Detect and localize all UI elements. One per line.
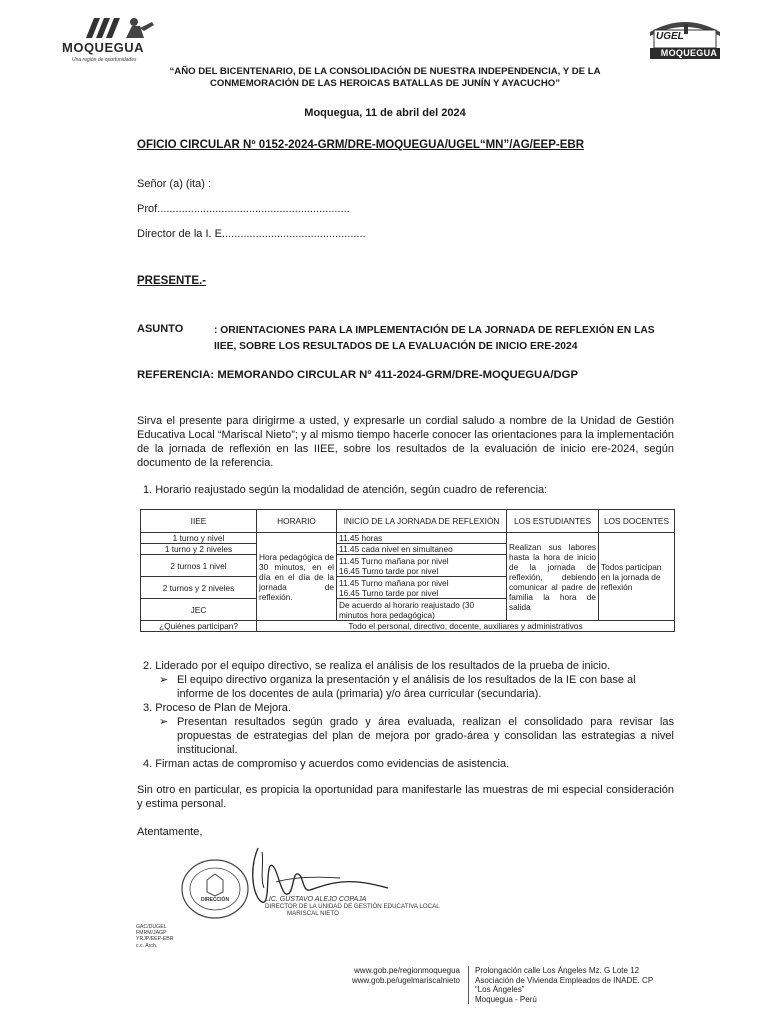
- item-4: 4. Firman actas de compromiso y acuerdos como evidencias de asistencia.: [143, 758, 510, 770]
- reference-initials: [136, 924, 173, 949]
- inicio-cell: 11.45 horas: [337, 533, 507, 544]
- signer-name: LIC. GUSTAVO ALEJO COPAJA: [265, 896, 367, 903]
- footer-addr-3: “Los Ángeles”: [475, 985, 525, 994]
- docentes-cell: Todos participan en la jornada de reflexión: [599, 533, 675, 621]
- iiee-cell: 1 turno y 2 niveles: [141, 544, 257, 555]
- header-horario: HORARIO: [257, 510, 337, 533]
- inicio-line: 16.45 Turno tarde por nivel: [339, 587, 439, 598]
- item-3-bullet-text: Presentan resultados según grado y área evaluada, realizan el consolidado para revisar las propuestas de estrategias del plan de mejora por grado-área y consolidan las estrategias a nivel institucional.: [177, 716, 674, 756]
- estudiantes-cell: Realizan sus labores hasta la hora de inicio de la jornada de reflexión, debiendo comunicar al padre de familia la hora de salida: [507, 533, 599, 621]
- item-2-bullet: [137, 673, 674, 701]
- iiee-cell: 2 turnos 1 nivel: [141, 555, 257, 577]
- item-2: 2. Liderado por el equipo directivo, se realiza el análisis de los resultados de la prueba de inicio.: [143, 660, 611, 672]
- iiee-cell: 1 turno y nivel: [141, 533, 257, 544]
- year-header: [130, 66, 640, 90]
- seal-label: DIRECCIÓN: [201, 897, 230, 903]
- item-3: 3. Proceso de Plan de Mejora.: [143, 702, 291, 714]
- year-line-2: CONMEMORACIÓN DE LAS HEROICAS BATALLAS DE JUNÍN Y AYACUCHO”: [209, 78, 561, 89]
- table-row: [141, 533, 675, 544]
- footer-addr-2: Asociación de Vivienda Empleados de INADE. CP: [475, 975, 654, 985]
- closing-paragraph: Sin otro en particular, es propicia la oportunidad para manifestarle las muestras de mi especial consideración y estima personal.: [137, 784, 674, 810]
- address-line-1: Señor (a) (ita) :: [137, 178, 211, 190]
- initials-line: FMRM/JAGP: [136, 930, 167, 937]
- inicio-line: 16.45 Turno tarde por nivel: [339, 565, 439, 576]
- asunto-label: ASUNTO: [137, 323, 184, 335]
- header-docentes: LOS DOCENTES: [599, 510, 675, 533]
- inicio-cell: [337, 577, 507, 599]
- oficio-number: OFICIO CIRCULAR Nº 0152-2024-GRM/DRE-MOQUEGUA/UGEL“MN”/AG/EEP-EBR: [137, 139, 584, 151]
- initials-line: c.c. Arch.: [136, 942, 158, 949]
- signer-block: [265, 897, 440, 917]
- intro-paragraph: Sirva el presente para dirigirme a usted, y expresarle un cordial saludo a nombre de la Unidad de Gestión Educativa Local “Mariscal Nieto”; y al mismo tiempo hacerle conocer las orientaciones para la implementación de la jornada de reflexión en las IIEE, sobre los resultados de la evaluación de inicio ere-2024, según documento de la referencia.: [137, 415, 674, 469]
- inicio-cell: 11.45 cada nivel en simultaneo: [337, 544, 507, 555]
- gobierno-regional-logo-icon: [82, 14, 162, 40]
- horario-cell: Hora pedagógica de 30 minutos, en el día en el día de la jornada de reflexión.: [257, 533, 337, 621]
- item-3-bullet: [137, 715, 674, 757]
- inicio-cell: De acuerdo al horario reajustado (30 minutos hora pedagógica): [337, 599, 507, 621]
- items-list: [137, 659, 674, 771]
- address-line-3: Director de la I. E...............................................: [137, 228, 366, 240]
- bullet-arrow-icon: ➢: [159, 674, 169, 686]
- footer-websites: [318, 966, 460, 985]
- header-inicio: INICIO DE LA JORNADA DE REFLEXIÓN: [337, 510, 507, 533]
- item-1: 1. Horario reajustado según la modalidad de atención, según cuadro de referencia:: [143, 484, 548, 496]
- footer-web-1: www.gob.pe/regionmoquegua: [354, 966, 460, 975]
- header-iiee: IIEE: [141, 510, 257, 533]
- bullet-arrow-icon: ➢: [159, 716, 169, 728]
- inicio-line: 11.45 Turno mañana por nivel: [339, 577, 449, 588]
- footer-address: [468, 966, 653, 1004]
- year-line-1: “AÑO DEL BICENTENARIO, DE LA CONSOLIDACIÓN DE NUESTRA INDEPENDENCIA, Y DE LA: [169, 66, 601, 77]
- left-logo-tagline: Una región de oportunidades: [72, 57, 137, 63]
- footer-addr-1: Prolongación calle Los Ángeles Mz. G Lote 12: [475, 966, 640, 975]
- presente-label: PRESENTE.-: [137, 275, 207, 287]
- referencia-line: REFERENCIA: MEMORANDO CIRCULAR Nº 411-2024-GRM/DRE-MOQUEGUA/DGP: [137, 369, 578, 381]
- table-header-row: [141, 510, 675, 533]
- footer-addr-4: Moquegua - Perú: [475, 994, 537, 1004]
- footer-web-2: www.gob.pe/ugelmariscalnieto: [351, 975, 460, 985]
- inicio-line: 11.45 Turno mañana por nivel: [339, 555, 449, 566]
- document-date: Moquegua, 11 de abril del 2024: [304, 107, 466, 119]
- left-logo-name: MOQUEGUA: [62, 40, 144, 55]
- iiee-cell: JEC: [141, 599, 257, 621]
- quienes-label-cell: ¿Quiénes participan?: [141, 621, 257, 632]
- right-logo-top: UGEL: [656, 31, 684, 42]
- initials-line: GAC/DUGEL: [136, 924, 167, 930]
- schedule-table: [140, 509, 675, 632]
- atentamente: Atentamente,: [137, 826, 203, 838]
- inicio-cell: [337, 555, 507, 577]
- quienes-value-cell: Todo el personal, directivo, docente, auxiliares y administrativos: [257, 621, 675, 632]
- iiee-cell: 2 turnos y 2 niveles: [141, 577, 257, 599]
- right-logo-name: MOQUEGUA: [660, 48, 718, 58]
- header-estudiantes: LOS ESTUDIANTES: [507, 510, 599, 533]
- asunto-text: : ORIENTACIONES PARA LA IMPLEMENTACIÓN DE LA JORNADA DE REFLEXIÓN EN LAS IIEE, SOBRE LOS RESULTADOS DE LA EVALUACIÓN DE INICIO ERE-2024: [214, 325, 655, 352]
- signer-role-2: MARISCAL NIETO: [287, 909, 339, 917]
- address-line-2: Prof...............................................................: [137, 203, 350, 215]
- table-row: [141, 621, 675, 632]
- initials-line: YRJP/EEP-EBR: [136, 936, 174, 943]
- item-2-bullet-text: El equipo directivo organiza la presentación y el análisis de los resultados de la IE con base al informe de los docentes de aula (primaria) y/o área curricular (secundaria).: [177, 674, 636, 700]
- signer-role-1: DIRECTOR DE LA UNIDAD DE GESTIÓN EDUCATIVA LOCAL: [265, 902, 440, 910]
